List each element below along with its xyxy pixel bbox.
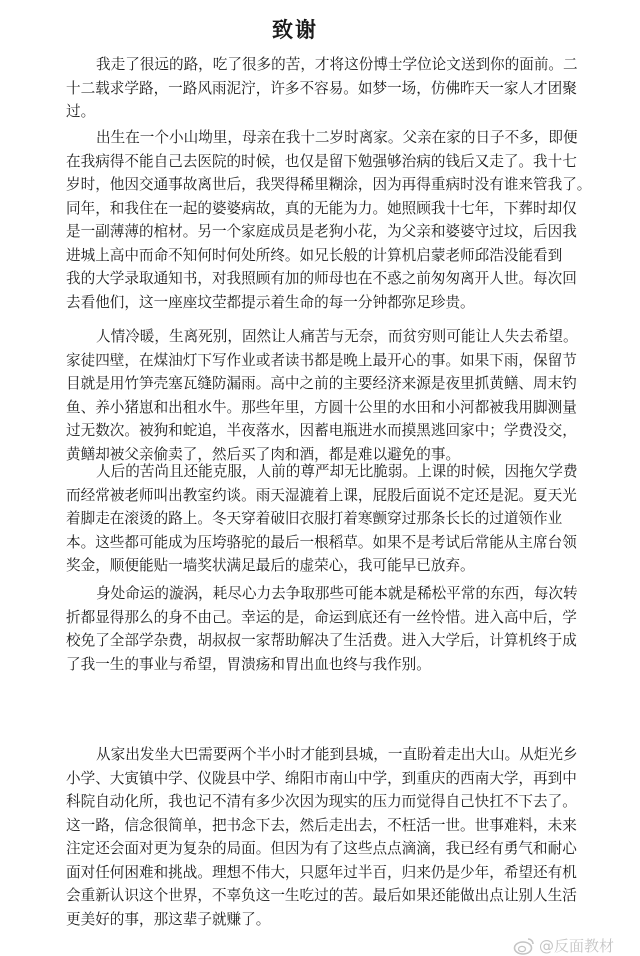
text-line: 出生在一个小山坳里，母亲在我十二岁时离家。父亲在家的日子不多，即便 (96, 129, 578, 146)
paragraph (66, 743, 578, 931)
text-line: 会重新认识这个世界，不辜负这一生吃过的苦。最后如果还能做出点让别人生活 (66, 887, 577, 904)
text-line: 这一路，信念很简单，把书念下去，然后走出去，不枉活一世。世事难料，未来 (66, 816, 577, 834)
text-line: 注定还会面对更为复杂的局面。但因为有了这些点点滴滴，我已经有勇气和耐心 (66, 840, 577, 857)
paragraph (66, 460, 578, 578)
paragraph (66, 53, 578, 124)
page-title: 致谢 (272, 18, 318, 42)
text-line: 面对任何困难和挑战。理想不伟大，只愿年过半百，归来仍是少年，希望还有机 (66, 863, 577, 881)
text-line: 从家出发坐大巴需要两个半小时才能到县城，一直盼着走出大山。从炬光乡 (96, 746, 578, 763)
watermark-text: @反面教材 (538, 937, 614, 955)
text-line: 本。这些都可能成为压垮骆驼的最后一根稻草。如果不是考试后常能从主席台领 (66, 533, 577, 551)
text-line: 过无数次。被狗和蛇追，半夜落水，因蓄电瓶进水而摸黑逃回家中；学费没交， (66, 422, 577, 439)
text-line: 在我病得不能自己去医院的时候，也仅是留下勉强够治病的钱后又走了。我十七 (66, 152, 577, 170)
text-line: 科院自动化所，我也记不清有多少次因为现实的压力而觉得自己快扛不下去了。 (66, 793, 577, 810)
text-line: 去看他们，这一座座坟茔都提示着生命的每一分钟都弥足珍贵。 (66, 293, 475, 311)
weibo-icon (513, 937, 535, 955)
text-line: 人情冷暖，生离死别，固然让人痛苦与无奈，而贫穷则可能让人失去希望。 (96, 328, 578, 345)
text-line: 黄鳝却被父亲偷卖了，然后买了肉和酒，都是难以避免的事。 (66, 445, 461, 463)
text-line: 鱼、养小猪崽和出租水牛。那些年里，方圆十公里的水田和小河都被我用脚测量 (66, 398, 577, 416)
text-line: 身处命运的漩涡，耗尽心力去争取那些可能本就是稀松平常的东西，每次转 (96, 585, 578, 602)
text-line: 人后的苦尚且还能克服，人前的尊严却无比脆弱。上课的时候，因拖欠学费 (96, 463, 578, 480)
text-line: 而经常被老师叫出教室约谈。雨天湿漉着上课，屁股后面说不定还是泥。夏天光 (66, 486, 577, 504)
text-line: 同年，和我住在一起的婆婆病故，真的无能为力。她照顾我十七年，下葬时却仅 (66, 199, 577, 217)
text-line: 进城上高中而命不知何时何处所终。如兄长般的计算机启蒙老师邱浩没能看到 (66, 246, 563, 264)
watermark (513, 935, 614, 956)
paragraph (66, 325, 578, 466)
text-line: 家徒四壁，在煤油灯下写作业或者读书都是晚上最开心的事。如果下雨，保留节 (66, 351, 577, 369)
text-line: 我的大学录取通知书，对我照顾有加的师母也在不惑之前匆匆离开人世。每次回 (66, 270, 577, 287)
text-line: 十二载求学路，一路风雨泥泞，许多不容易。如梦一场，仿佛昨天一家人才团聚 (66, 79, 577, 97)
text-line: 折都显得那么的身不由己。幸运的是，命运到底还有一丝怜惜。进入高中后，学 (66, 608, 577, 626)
paragraph (66, 126, 592, 314)
text-line: 小学、大寅镇中学、仪陇县中学、绵阳市南山中学，到重庆的西南大学，再到中 (66, 769, 577, 787)
text-line: 岁时，他因交通事故离世后，我哭得稀里糊涂，因为再得重病时没有谁来管我了。 (66, 176, 592, 193)
text-line: 目就是用竹笋壳塞瓦缝防漏雨。高中之前的主要经济来源是夜里抓黄鳝、周末钓 (66, 375, 577, 392)
text-line: 我走了很远的路，吃了很多的苦，才将这份博士学位论文送到你的面前。二 (96, 56, 578, 73)
text-line: 着脚走在滚烫的路上。冬天穿着破旧衣服打着寒颤穿过那条长长的过道领作业 (66, 510, 563, 527)
text-line: 过。 (66, 103, 96, 120)
text-line: 奖金，顺便能贴一墙奖状满足最后的虚荣心，我可能早已放弃。 (66, 557, 475, 574)
paragraph (66, 582, 578, 676)
text-line: 更美好的事，那这辈子就赚了。 (66, 910, 271, 928)
text-line: 校免了全部学杂费，胡叔叔一家帮助解决了生活费。进入大学后，计算机终于成 (66, 632, 577, 649)
text-line: 了我一生的事业与希望，胃溃疡和胃出血也终与我作别。 (66, 655, 431, 673)
text-line: 是一副薄薄的棺材。另一个家庭成员是老狗小花，为父亲和婆婆守过坟，后因我 (66, 223, 577, 240)
